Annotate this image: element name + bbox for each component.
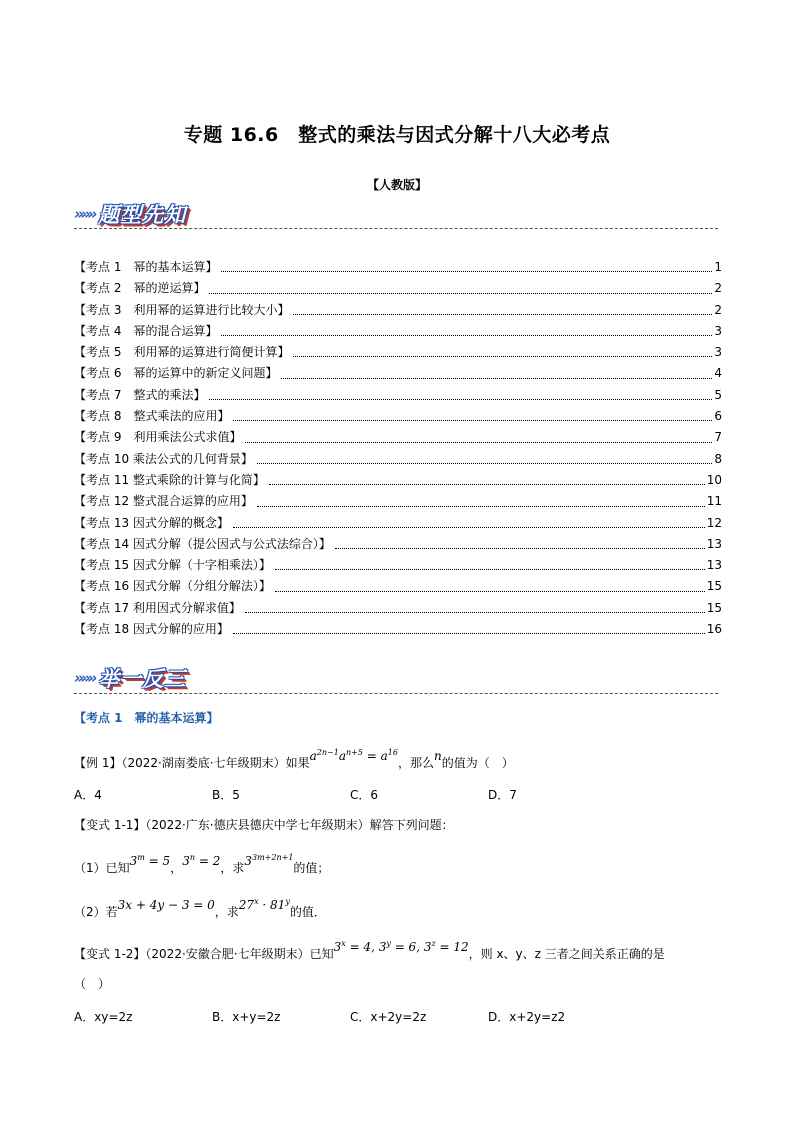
toc-page-number: 4 bbox=[714, 366, 722, 381]
toc-entry[interactable] bbox=[74, 598, 722, 619]
variant-1-1-q1: （1）已知$3^m = 5$，$3^n = 2$，求$3^{3m+2n+1}$的值； bbox=[74, 853, 330, 875]
toc-entry[interactable] bbox=[74, 576, 722, 597]
toc-page-number: 11 bbox=[706, 494, 722, 509]
toc-entry-label: 【考点 18 因式分解的应用】 bbox=[74, 622, 229, 637]
toc-page-number: 1 bbox=[714, 260, 722, 274]
toc-leader-dots bbox=[233, 420, 712, 421]
toc-entry[interactable] bbox=[74, 342, 722, 363]
table-of-contents bbox=[74, 257, 722, 640]
option-d[interactable]: D．7 bbox=[488, 788, 517, 802]
toc-entry-label: 【考点 8 整式乘法的应用】 bbox=[74, 409, 230, 424]
toc-leader-dots bbox=[209, 399, 712, 400]
section-heading: 【考点 1 幂的基本运算】 bbox=[74, 711, 219, 725]
edition-label: 【人教版】 bbox=[366, 178, 427, 192]
toc-page-number: 2 bbox=[714, 302, 722, 317]
toc-leader-dots bbox=[221, 335, 712, 336]
toc-entry[interactable] bbox=[74, 257, 722, 278]
option-b[interactable]: B．x+y=2z bbox=[212, 1010, 281, 1024]
triple-arrow-icon: »»» bbox=[74, 205, 95, 223]
toc-entry[interactable] bbox=[74, 555, 722, 576]
toc-entry[interactable] bbox=[74, 449, 722, 470]
toc-leader-dots bbox=[257, 506, 705, 507]
toc-leader-dots bbox=[209, 293, 712, 294]
toc-entry-label: 【考点 7 整式的乘法】 bbox=[74, 387, 206, 402]
variant-1-2-question: 【变式 1-2】（2022·安徽合肥·七年级期末）已知$3^x = 4$, $3^y = 6$, $3^z = 12$，则 x、y、z 三者之间关系正确的是 bbox=[74, 939, 665, 961]
option-b[interactable]: B．5 bbox=[212, 788, 240, 802]
toc-entry[interactable] bbox=[74, 513, 722, 534]
formula: $27^x \cdot 81^y$ bbox=[238, 897, 290, 912]
toc-entry-label: 【考点 3 利用幂的运算进行比较大小】 bbox=[74, 302, 290, 317]
toc-page-number: 15 bbox=[706, 579, 722, 594]
banner-title: 举一反三 bbox=[98, 666, 187, 691]
toc-entry[interactable] bbox=[74, 278, 722, 299]
toc-leader-dots bbox=[257, 463, 712, 464]
toc-entry-label: 【考点 9 利用乘法公式求值】 bbox=[74, 430, 242, 445]
triple-arrow-icon: »»» bbox=[74, 669, 95, 687]
toc-entry[interactable] bbox=[74, 534, 722, 555]
page-title: 专题 16.6 整式的乘法与因式分解十八大必考点 bbox=[183, 124, 611, 146]
formula: $a^{2n-1}a^{n+5} = a^{16}$ bbox=[309, 748, 398, 763]
formula: $3^x = 4$, $3^y = 6$, $3^z = 12$ bbox=[333, 939, 469, 954]
toc-entry-label: 【考点 14 因式分解（提公因式与公式法综合）】 bbox=[74, 536, 331, 551]
option-d[interactable]: D．x+2y=z2 bbox=[488, 1010, 566, 1024]
toc-leader-dots bbox=[275, 591, 705, 592]
toc-page-number: 6 bbox=[714, 409, 722, 424]
option-a[interactable]: A．4 bbox=[74, 788, 102, 802]
toc-page-number: 5 bbox=[714, 387, 722, 402]
option-a[interactable]: A．xy=2z bbox=[74, 1010, 133, 1024]
option-c[interactable]: C．x+2y=2z bbox=[350, 1010, 427, 1024]
toc-page-number: 2 bbox=[714, 281, 722, 296]
toc-entry[interactable] bbox=[74, 321, 722, 342]
divider bbox=[74, 693, 718, 694]
toc-page-number: 3 bbox=[714, 345, 722, 360]
toc-page-number: 7 bbox=[714, 430, 722, 445]
toc-page-number: 16 bbox=[706, 622, 722, 637]
toc-leader-dots bbox=[221, 271, 712, 272]
toc-entry-label: 【考点 10 乘法公式的几何背景】 bbox=[74, 451, 253, 466]
option-c[interactable]: C．6 bbox=[350, 788, 379, 802]
toc-page-number: 13 bbox=[706, 536, 722, 551]
toc-leader-dots bbox=[245, 442, 712, 443]
toc-entry-label: 【考点 1 幂的基本运算】 bbox=[74, 260, 218, 274]
banner-question-types bbox=[74, 199, 186, 229]
variant-1-1-heading: 【变式 1-1】（2022·广东·德庆县德庆中学七年级期末）解答下列问题： bbox=[74, 818, 454, 832]
toc-entry-label: 【考点 5 利用幂的运算进行简便计算】 bbox=[74, 345, 290, 360]
variant-1-2-options bbox=[74, 1008, 626, 1025]
toc-page-number: 12 bbox=[706, 515, 722, 530]
toc-entry[interactable] bbox=[74, 406, 722, 427]
variant-1-2-paren: （ ） bbox=[74, 977, 111, 991]
toc-entry-label: 【考点 17 利用因式分解求值】 bbox=[74, 600, 241, 615]
toc-entry-label: 【考点 15 因式分解（十字相乘法）】 bbox=[74, 558, 271, 573]
toc-entry[interactable] bbox=[74, 470, 722, 491]
formula: $3^n = 2$ bbox=[182, 853, 221, 868]
toc-page-number: 3 bbox=[714, 323, 722, 338]
toc-entry-label: 【考点 13 因式分解的概念】 bbox=[74, 515, 229, 530]
toc-leader-dots bbox=[233, 633, 705, 634]
formula: 3x + 4y − 3 = 0 bbox=[117, 898, 215, 912]
toc-entry[interactable] bbox=[74, 619, 722, 640]
banner-examples bbox=[74, 663, 186, 693]
toc-leader-dots bbox=[269, 484, 705, 485]
example-1-question: 【例 1】（2022·湖南娄底·七年级期末）如果$a^{2n-1}a^{n+5} = a^{16}$，那么n的值为（ ） bbox=[74, 748, 514, 770]
toc-leader-dots bbox=[293, 356, 712, 357]
divider bbox=[74, 228, 718, 229]
toc-entry[interactable] bbox=[74, 427, 722, 448]
toc-entry-label: 【考点 6 幂的运算中的新定义问题】 bbox=[74, 366, 278, 381]
toc-leader-dots bbox=[233, 527, 705, 528]
formula: $3^{3m+2n+1}$ bbox=[244, 853, 294, 868]
toc-leader-dots bbox=[281, 378, 712, 379]
toc-entry-label: 【考点 2 幂的逆运算】 bbox=[74, 281, 206, 296]
toc-entry[interactable] bbox=[74, 385, 722, 406]
formula: $3^m = 5$ bbox=[129, 853, 171, 868]
toc-entry-label: 【考点 4 幂的混合运算】 bbox=[74, 323, 218, 338]
banner-title: 题型先知 bbox=[98, 202, 187, 227]
toc-entry[interactable] bbox=[74, 300, 722, 321]
toc-leader-dots bbox=[293, 314, 712, 315]
toc-entry-label: 【考点 12 整式混合运算的应用】 bbox=[74, 494, 253, 509]
toc-page-number: 10 bbox=[706, 472, 722, 487]
toc-entry-label: 【考点 16 因式分解（分组分解法）】 bbox=[74, 579, 271, 594]
toc-leader-dots bbox=[275, 569, 705, 570]
toc-page-number: 15 bbox=[706, 600, 722, 615]
toc-entry[interactable] bbox=[74, 363, 722, 384]
toc-leader-dots bbox=[245, 612, 705, 613]
toc-entry-label: 【考点 11 整式乘除的计算与化简】 bbox=[74, 472, 265, 487]
toc-leader-dots bbox=[335, 548, 705, 549]
variant-1-1-q2: （2）若3x + 4y − 3 = 0，求$27^x \cdot 81^y$的值． bbox=[74, 897, 326, 919]
toc-entry[interactable] bbox=[74, 491, 722, 512]
toc-page-number: 13 bbox=[706, 558, 722, 573]
toc-page-number: 8 bbox=[714, 451, 722, 466]
example-1-options bbox=[74, 786, 626, 803]
